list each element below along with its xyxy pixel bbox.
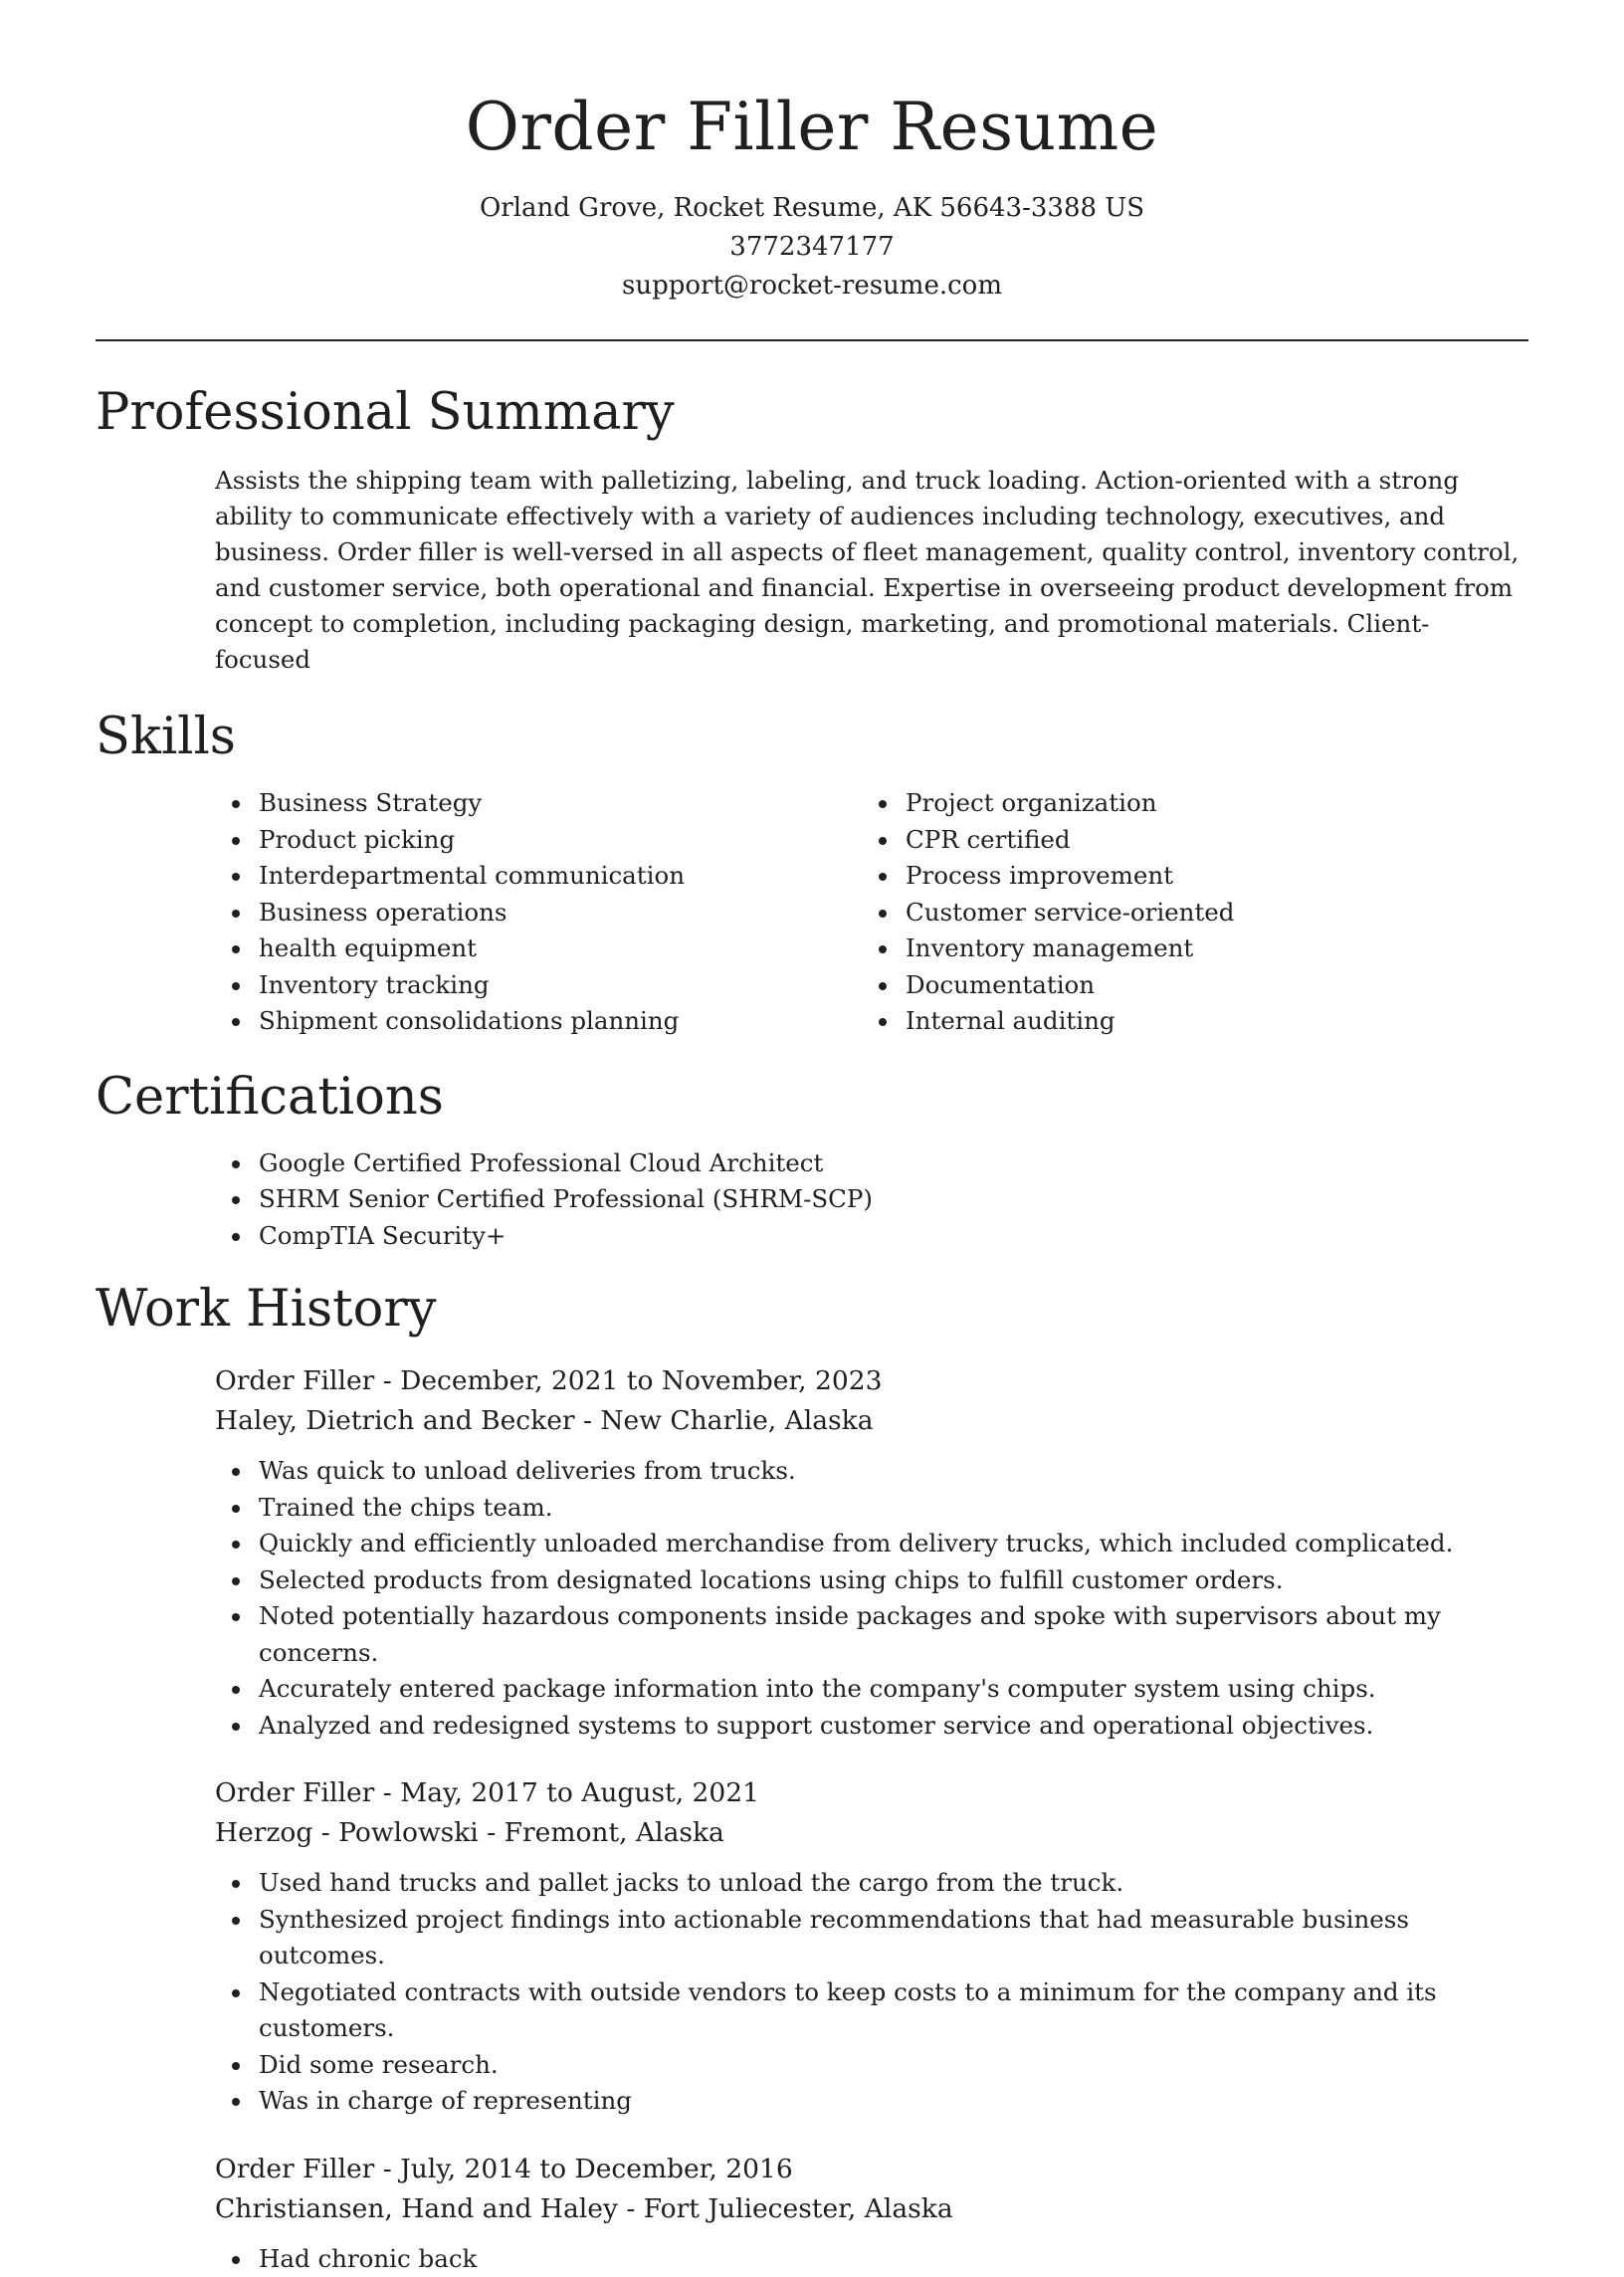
skill-item: Process improvement	[862, 858, 1509, 895]
skill-item: Interdepartmental communication	[215, 858, 862, 895]
skill-item: Product picking	[215, 822, 862, 859]
job-duty: Did some research.	[215, 2047, 1528, 2084]
skill-item: Business Strategy	[215, 785, 862, 822]
job-duty: Quickly and efficiently unloaded merchandise from delivery trucks, which included complicated.	[215, 1526, 1528, 1562]
job-duty: Had chronic back	[215, 2241, 1528, 2277]
address: Orland Grove, Rocket Resume, AK 56643-3388 US	[96, 189, 1528, 228]
work-history-heading: Work History	[96, 1280, 1528, 1340]
header-divider	[96, 339, 1528, 341]
job-duty: Noted potentially hazardous components inside packages and spoke with supervisors about my concerns.	[215, 1598, 1528, 1671]
job-duties-list	[215, 1865, 1528, 2120]
job-duties-list	[215, 2241, 1528, 2277]
skills-list-right	[862, 785, 1509, 1040]
job-duty: Used hand trucks and pallet jacks to unload the cargo from the truck.	[215, 1865, 1528, 1902]
job-entry	[215, 2150, 1528, 2277]
certification-item: Google Certified Professional Cloud Architect	[215, 1145, 1528, 1182]
job-title-dates: Order Filler - July, 2014 to December, 2016	[215, 2150, 1528, 2189]
skill-item: health equipment	[215, 931, 862, 967]
email: support@rocket-resume.com	[96, 267, 1528, 306]
job-duty: Trained the chips team.	[215, 1490, 1528, 1527]
job-duty: Synthesized project findings into actionable recommendations that had measurable business outcomes.	[215, 1902, 1528, 1974]
job-title-dates: Order Filler - December, 2021 to November, 2023	[215, 1361, 1528, 1401]
skill-item: Internal auditing	[862, 1003, 1509, 1040]
skills-section	[96, 708, 1528, 1040]
job-company-location: Christiansen, Hand and Haley - Fort Juliecester, Alaska	[215, 2189, 1528, 2229]
skills-grid	[96, 785, 1528, 1040]
job-duty: Analyzed and redesigned systems to support customer service and operational objectives.	[215, 1708, 1528, 1745]
job-company-location: Haley, Dietrich and Becker - New Charlie, Alaska	[215, 1401, 1528, 1441]
skill-item: Customer service-oriented	[862, 895, 1509, 932]
job-company-location: Herzog - Powlowski - Fremont, Alaska	[215, 1813, 1528, 1853]
skill-item: CPR certified	[862, 822, 1509, 859]
summary-heading: Professional Summary	[96, 383, 1528, 443]
skill-item: Inventory management	[862, 931, 1509, 967]
job-duty: Selected products from designated locations using chips to fulfill customer orders.	[215, 1562, 1528, 1599]
job-title-dates: Order Filler - May, 2017 to August, 2021	[215, 1773, 1528, 1813]
skill-item: Project organization	[862, 785, 1509, 822]
resume-page	[96, 0, 1528, 2277]
summary-section	[96, 383, 1528, 678]
certifications-section	[96, 1068, 1528, 1255]
skill-item: Documentation	[862, 967, 1509, 1004]
resume-header	[96, 0, 1528, 306]
skills-heading: Skills	[96, 708, 1528, 767]
job-duty: Negotiated contracts with outside vendors to keep costs to a minimum for the company and its customers.	[215, 1974, 1528, 2047]
skills-list-left	[215, 785, 862, 1040]
contact-info	[96, 189, 1528, 306]
job-entry	[215, 1773, 1528, 2120]
summary-text: Assists the shipping team with palletizing, labeling, and truck loading. Action-oriented with a strong ability to communicate effectively with a variety of audiences including technology, executives, and business. Order filler is well-versed in all aspects of fleet management, quality control, inventory control, and customer service, both operational and financial. Expertise in overseeing product development from concept to completion, including packaging design, marketing, and promotional materials. Client-focused	[215, 463, 1528, 678]
skill-item: Business operations	[215, 895, 862, 932]
certifications-heading: Certifications	[96, 1068, 1528, 1128]
job-duty: Was quick to unload deliveries from trucks.	[215, 1453, 1528, 1490]
work-history-section	[96, 1280, 1528, 2277]
certification-item: CompTIA Security+	[215, 1218, 1528, 1255]
skill-item: Shipment consolidations planning	[215, 1003, 862, 1040]
job-entry	[215, 1361, 1528, 1744]
certifications-list	[215, 1145, 1528, 1255]
phone: 3772347177	[96, 228, 1528, 267]
certification-item: SHRM Senior Certified Professional (SHRM-SCP)	[215, 1181, 1528, 1218]
job-duty: Was in charge of representing	[215, 2083, 1528, 2120]
job-duty: Accurately entered package information into the company's computer system using chips.	[215, 1671, 1528, 1708]
job-duties-list	[215, 1453, 1528, 1744]
skill-item: Inventory tracking	[215, 967, 862, 1004]
page-title: Order Filler Resume	[96, 88, 1528, 167]
